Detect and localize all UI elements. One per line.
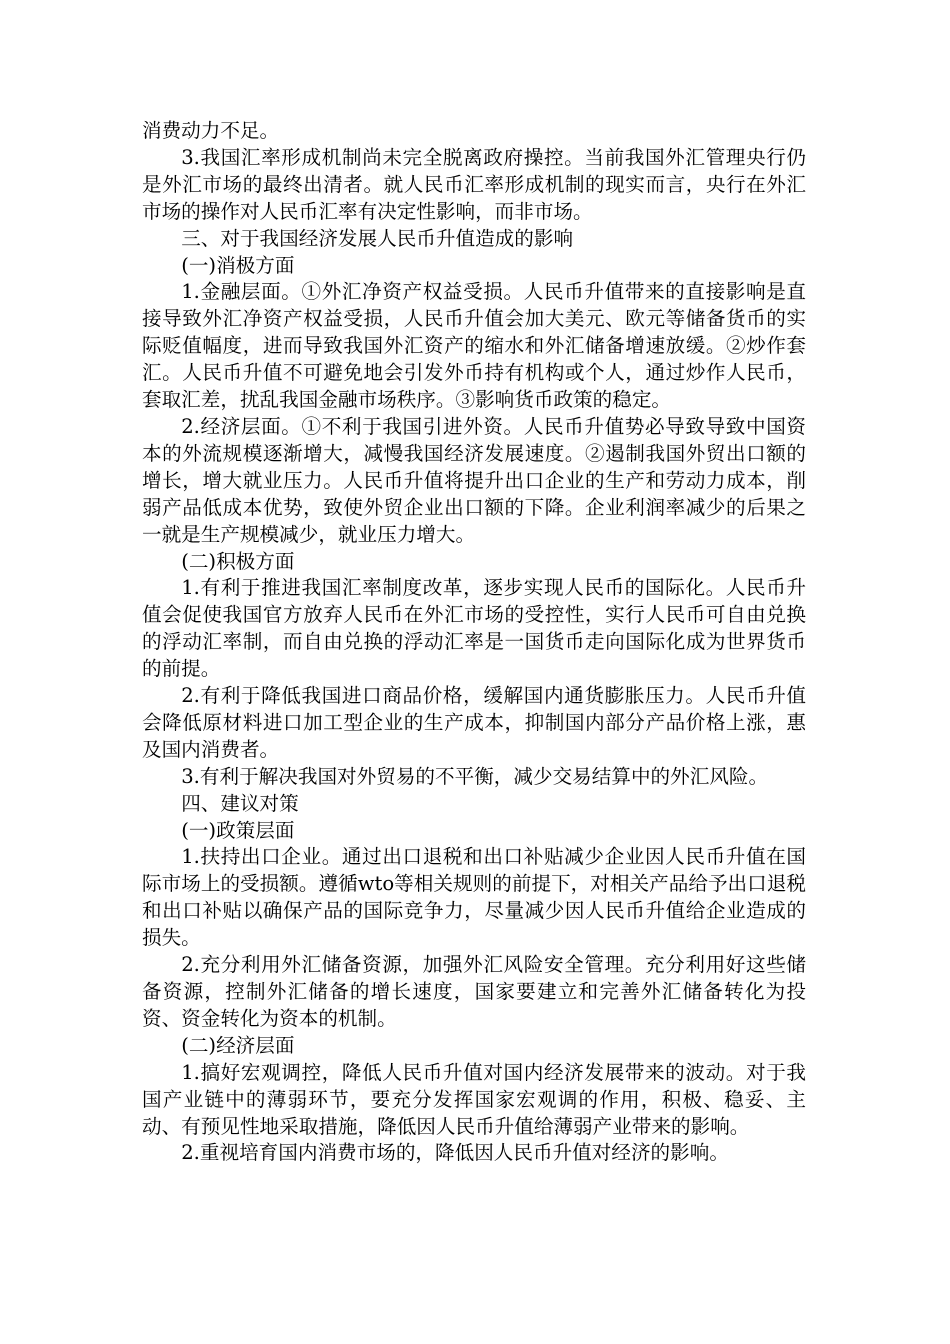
paragraph: 3.我国汇率形成机制尚未完全脱离政府操控。当前我国外汇管理央行仍是外汇市场的最终出清者。就人民币汇率形成机制的现实而言，央行在外汇市场的操作对人民币汇率有决定性影响，而非市场。 <box>142 145 806 223</box>
paragraph: 2.重视培育国内消费市场的，降低因人民币升值对经济的影响。 <box>181 1141 729 1165</box>
paragraph: 1.扶持出口企业。通过出口退税和出口补贴减少企业因人民币升值在国际市场上的受损额。遵循wto等相关规则的前提下，对相关产品给予出口退税和出口补贴以确保产品的国际竞争力，尽量减少因人民币升值给企业造成的损失。 <box>142 845 806 950</box>
subsection-heading: (一)消极方面 <box>181 253 295 277</box>
paragraph: 消费动力不足。 <box>142 119 280 142</box>
section-heading: 四、建议对策 <box>181 791 299 815</box>
subsection-heading: (一)政策层面 <box>181 818 295 842</box>
paragraph: 1.搞好宏观调控，降低人民币升值对国内经济发展带来的波动。对于我国产业链中的薄弱环节，要充分发挥国家宏观调的作用，积极、稳妥、主动、有预见性地采取措施，降低因人民币升值给薄弱产业带来的影响。 <box>142 1060 806 1138</box>
document-body <box>142 118 806 1167</box>
paragraph: 2.充分利用外汇储备资源，加强外汇风险安全管理。充分利用好这些储备资源，控制外汇储备的增长速度，国家要建立和完善外汇储备转化为投资、资金转化为资本的机制。 <box>142 953 806 1030</box>
section-heading: 三、对于我国经济发展人民币升值造成的影响 <box>181 226 574 250</box>
paragraph: 1.金融层面。①外汇净资产权益受损。人民币升值带来的直接影响是直接导致外汇净资产权益受损，人民币升值会加大美元、欧元等储备货币的实际贬值幅度，进而导致我国外汇资产的缩水和外汇储备增速放缓。②炒作套汇。人民币升值不可避免地会引发外币持有机构或个人，通过炒作人民币，套取汇差，扰乱我国金融市场秩序。③影响货币政策的稳定。 <box>142 280 806 412</box>
paragraph: 2.经济层面。①不利于我国引进外资。人民币升值势必导致导致中国资本的外流规模逐渐增大，减慢我国经济发展速度。②遏制我国外贸出口额的增长，增大就业压力。人民币升值将提升出口企业的生产和劳动力成本，削弱产品低成本优势，致使外贸企业出口额的下降。企业利润率减少的后果之一就是生产规模减少，就业压力增大。 <box>142 414 806 546</box>
paragraph: 1.有利于推进我国汇率制度改革，逐步实现人民币的国际化。人民币升值会促使我国官方放弃人民币在外汇市场的受控性，实行人民币可自由兑换的浮动汇率制，而自由兑换的浮动汇率是一国货币走向国际化成为世界货币的前提。 <box>142 576 806 681</box>
subsection-heading: (二)经济层面 <box>181 1033 295 1057</box>
paragraph: 3.有利于解决我国对外贸易的不平衡，减少交易结算中的外汇风险。 <box>181 764 769 788</box>
paragraph: 2.有利于降低我国进口商品价格，缓解国内通货膨胀压力。人民币升值会降低原材料进口加工型企业的生产成本，抑制国内部分产品价格上涨，惠及国内消费者。 <box>142 684 806 761</box>
subsection-heading: (二)积极方面 <box>181 549 295 573</box>
